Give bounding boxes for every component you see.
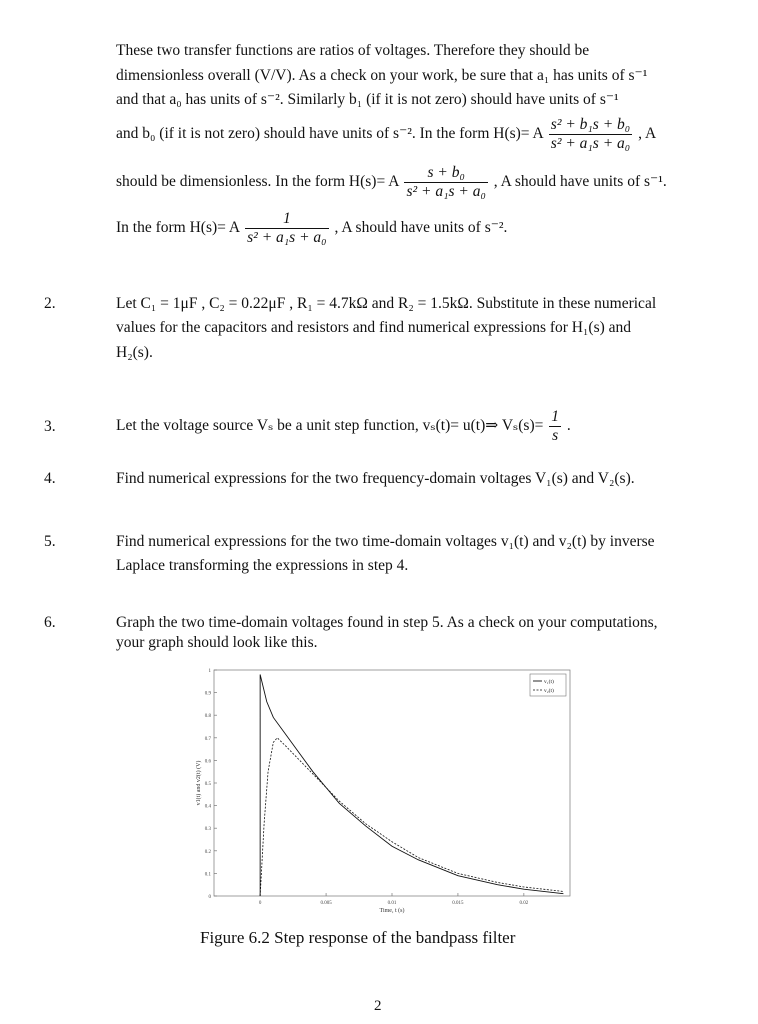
y-tick-label: 0.2 <box>204 849 211 855</box>
step-number: 3. <box>44 418 56 435</box>
y-tick-label: 0.6 <box>204 759 211 765</box>
fraction-numerator: 1 <box>551 408 559 425</box>
legend-v1-label: v₁(t) <box>544 679 554 685</box>
x-axis-label: Time, t (s) <box>379 908 405 914</box>
fraction-denominator: s² + a₁s + a₀ <box>406 182 486 200</box>
step-5-line-1: Find numerical expressions for the two time-domain voltages v₁(t) and v₂(t) by inverse <box>116 533 655 550</box>
step-2-line-1: Let C₁ = 1μF , C₂ = 0.22μF , R₁ = 4.7kΩ and R₂ = 1.5kΩ. Substitute in these numerical <box>116 295 657 312</box>
x-tick-label: 0.005 <box>320 901 332 906</box>
y-tick-label: 0.3 <box>204 827 211 833</box>
step-5-line-2: Laplace transforming the expressions in step 4. <box>116 557 409 574</box>
fraction-denominator: s² + a₁s + a₀ <box>550 134 631 152</box>
intro-line-1: These two transfer functions are ratios of voltages. Therefore they should be <box>116 42 590 59</box>
intro-line-4-tail: , A <box>638 124 657 142</box>
step-number: 2. <box>44 295 56 312</box>
y-axis-label: v1(t) and v2(t) (V) <box>196 760 202 806</box>
intro-line-3: and that a₀ has units of s⁻². Similarly b₁ (if it is not zero) should have units of s⁻¹ <box>116 91 619 108</box>
fraction-numerator: s² + b₁s + b₀ <box>550 116 631 133</box>
legend-v2-label: v₂(t) <box>544 688 554 694</box>
step-6-line-1: Graph the two time-domain voltages found in step 5. As a check on your computations, <box>116 614 658 631</box>
step-2-line-2: values for the capacitors and resistors and find numerical expressions for H₁(s) and <box>116 319 632 336</box>
y-tick-label: 0.4 <box>204 804 211 810</box>
fraction-quadratic <box>549 116 632 153</box>
fraction-constant <box>245 210 328 247</box>
step-2-line-3: H₂(s). <box>116 344 153 361</box>
intro-line-6-tail: , A should have units of s⁻². <box>334 218 508 236</box>
y-tick-label: 1 <box>208 669 211 674</box>
fraction-denominator: s <box>552 426 559 444</box>
x-tick-label: 0 <box>258 901 262 906</box>
x-tick-label: 0.02 <box>519 901 529 906</box>
x-tick-label: 0.01 <box>387 901 397 906</box>
intro-line-6 <box>116 210 507 247</box>
y-tick-label: 0.1 <box>204 872 211 878</box>
step-response-chart <box>196 664 580 922</box>
y-tick-label: 0 <box>208 895 211 900</box>
intro-line-5 <box>116 164 667 201</box>
step-4-line-1: Find numerical expressions for the two frequency-domain voltages V₁(s) and V₂(s). <box>116 470 635 487</box>
step-number: 5. <box>44 533 56 550</box>
intro-line-5-text: should be dimensionless. In the form H(s)= A <box>116 172 399 190</box>
step-3-text: Let the voltage source Vₛ be a unit step function, vₛ(t)= u(t)⇒ Vₛ(s)= <box>116 416 548 434</box>
intro-line-6-text: In the form H(s)= A <box>116 218 240 236</box>
figure-caption: Figure 6.2 Step response of the bandpass filter <box>200 928 516 947</box>
intro-line-5-tail: , A should have units of s⁻¹. <box>493 172 667 190</box>
y-tick-label: 0.9 <box>204 691 211 697</box>
series-v1-line <box>260 675 563 896</box>
fraction-denominator: s² + a₁s + a₀ <box>247 228 327 246</box>
fraction-numerator: s + b₀ <box>404 164 487 183</box>
intro-line-2: dimensionless overall (V/V). As a check on your work, be sure that a₁ has units of s⁻¹ <box>116 67 648 84</box>
fraction-numerator: 1 <box>245 210 328 229</box>
step-number: 6. <box>44 614 56 631</box>
fraction-step <box>549 408 561 445</box>
step-number: 4. <box>44 470 56 487</box>
intro-line-4-text: and b₀ (if it is not zero) should have units of s⁻². In the form H(s)= A <box>116 124 543 142</box>
x-tick-label: 0.015 <box>452 901 464 906</box>
y-tick-label: 0.5 <box>204 782 211 787</box>
intro-line-4 <box>116 116 656 153</box>
page-number: 2 <box>374 998 382 1014</box>
y-tick-label: 0.8 <box>204 714 211 720</box>
step-3-line-1 <box>116 408 571 445</box>
step-6-line-2: your graph should look like this. <box>116 634 318 651</box>
y-tick-label: 0.7 <box>204 736 211 742</box>
step-3-tail: . <box>566 416 571 434</box>
fraction-linear <box>404 164 487 201</box>
